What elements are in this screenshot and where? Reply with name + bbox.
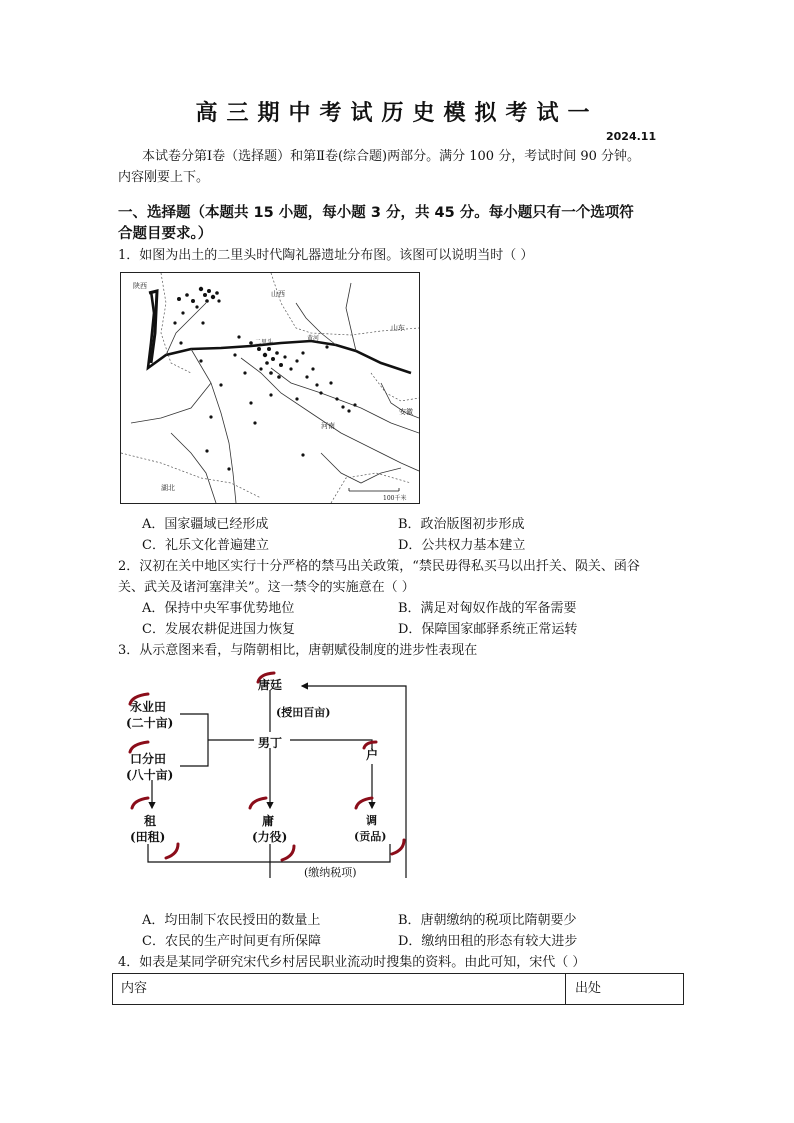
exam-date: 2024.11: [606, 130, 657, 143]
diagram-grant: (授田百亩): [276, 706, 331, 719]
map-graphic: [121, 273, 419, 503]
diagram-household: 户: [366, 748, 379, 762]
diagram-tang-court: 唐廷: [258, 678, 283, 692]
map-label-shaanxi: 陕西: [133, 282, 147, 290]
question-1-stem: 1．如图为出土的二里头时代陶礼器遗址分布图。该图可以说明当时（ ）: [118, 248, 534, 263]
map-label-hubei: 湖北: [161, 484, 175, 492]
diagram-tax-note: (缴纳税项): [304, 866, 357, 879]
q3-option-b[interactable]: B．唐朝缴纳的税项比隋朝要少: [398, 913, 577, 928]
table-header-source: 出处: [575, 981, 602, 996]
diagram-yong: 庸: [262, 814, 275, 828]
map-label-shanxi: 山西: [271, 290, 285, 298]
section-heading-line-1: 一、选择题（本题共 15 小题，每小题 3 分，共 45 分。每小题只有一个选项符: [118, 205, 634, 221]
diagram-zu: 租: [144, 814, 157, 828]
q2-option-b[interactable]: B．满足对匈奴作战的军备需要: [398, 601, 577, 616]
q3-option-d[interactable]: D．缴纳田租的形态有较大进步: [398, 934, 578, 949]
section-heading: [118, 203, 698, 245]
intro-line-2: 内容刚要上下。: [118, 170, 210, 185]
q3-option-c[interactable]: C．农民的生产时间更有所保障: [142, 934, 321, 949]
diagram-koufen-acres: (八十亩): [126, 768, 174, 782]
q1-option-a[interactable]: A．国家疆域已经形成: [142, 517, 269, 532]
diagram-diao-note: (贡品): [354, 830, 387, 843]
q2-option-d[interactable]: D．保障国家邮驿系统正常运转: [398, 622, 578, 637]
q4-table: [112, 973, 684, 1005]
question-3-stem: 3．从示意图来看，与隋朝相比，唐朝赋役制度的进步性表现在: [118, 643, 478, 658]
diagram-yong-note: (力役): [252, 830, 288, 844]
q1-option-c[interactable]: C．礼乐文化普遍建立: [142, 538, 269, 553]
map-label-henan: 河南: [321, 422, 335, 430]
q2-option-c[interactable]: C．发展农耕促进国力恢复: [142, 622, 295, 637]
q1-option-d[interactable]: D．公共权力基本建立: [398, 538, 526, 553]
site-dots: [173, 287, 356, 471]
diagram-koufen-field: 口分田: [130, 752, 167, 766]
table-divider: [565, 974, 566, 1004]
section-heading-line-2: 合题目要求。）: [118, 226, 213, 242]
diagram-yongye-field: 永业田: [130, 700, 167, 714]
question-2-stem-line-2: 关、武关及诸河塞津关”。这一禁令的实施意在（ ）: [118, 580, 415, 595]
map-scale-label: 100千米: [383, 495, 407, 502]
diagram-zu-note: (田租): [130, 830, 166, 844]
q1-option-b[interactable]: B．政治版图初步形成: [398, 517, 525, 532]
q2-option-a[interactable]: A．保持中央军事优势地位: [142, 601, 295, 616]
map-label-river: 黄河: [307, 335, 320, 342]
q3-option-a[interactable]: A．均田制下农民授田的数量上: [142, 913, 321, 928]
diagram-diao: 调: [366, 814, 377, 827]
exam-title: 高三期中考试历史模拟考试一: [195, 100, 599, 126]
tang-tax-diagram: [118, 668, 418, 878]
table-header-content: 内容: [121, 981, 148, 996]
intro-line-1: 本试卷分第Ⅰ卷（选择题）和第Ⅱ卷(综合题)两部分。满分 100 分，考试时间 90 分钟。: [142, 149, 640, 164]
map-label-anhui: 安徽: [399, 408, 413, 416]
map-label-erlitou: 二里头: [255, 339, 274, 346]
diagram-yongye-acres: (二十亩): [126, 716, 174, 730]
erlitou-site-map: [120, 272, 420, 504]
question-2-stem-line-1: 2．汉初在关中地区实行十分严格的禁马出关政策，“禁民毋得私买马以出扦关、陨关、函谷: [118, 559, 640, 574]
map-label-shandong: 山东: [391, 324, 405, 332]
diagram-male: 男丁: [258, 736, 283, 750]
question-4-stem: 4．如表是某同学研究宋代乡村居民职业流动时搜集的资料。由此可知，宋代（ ）: [118, 955, 586, 970]
